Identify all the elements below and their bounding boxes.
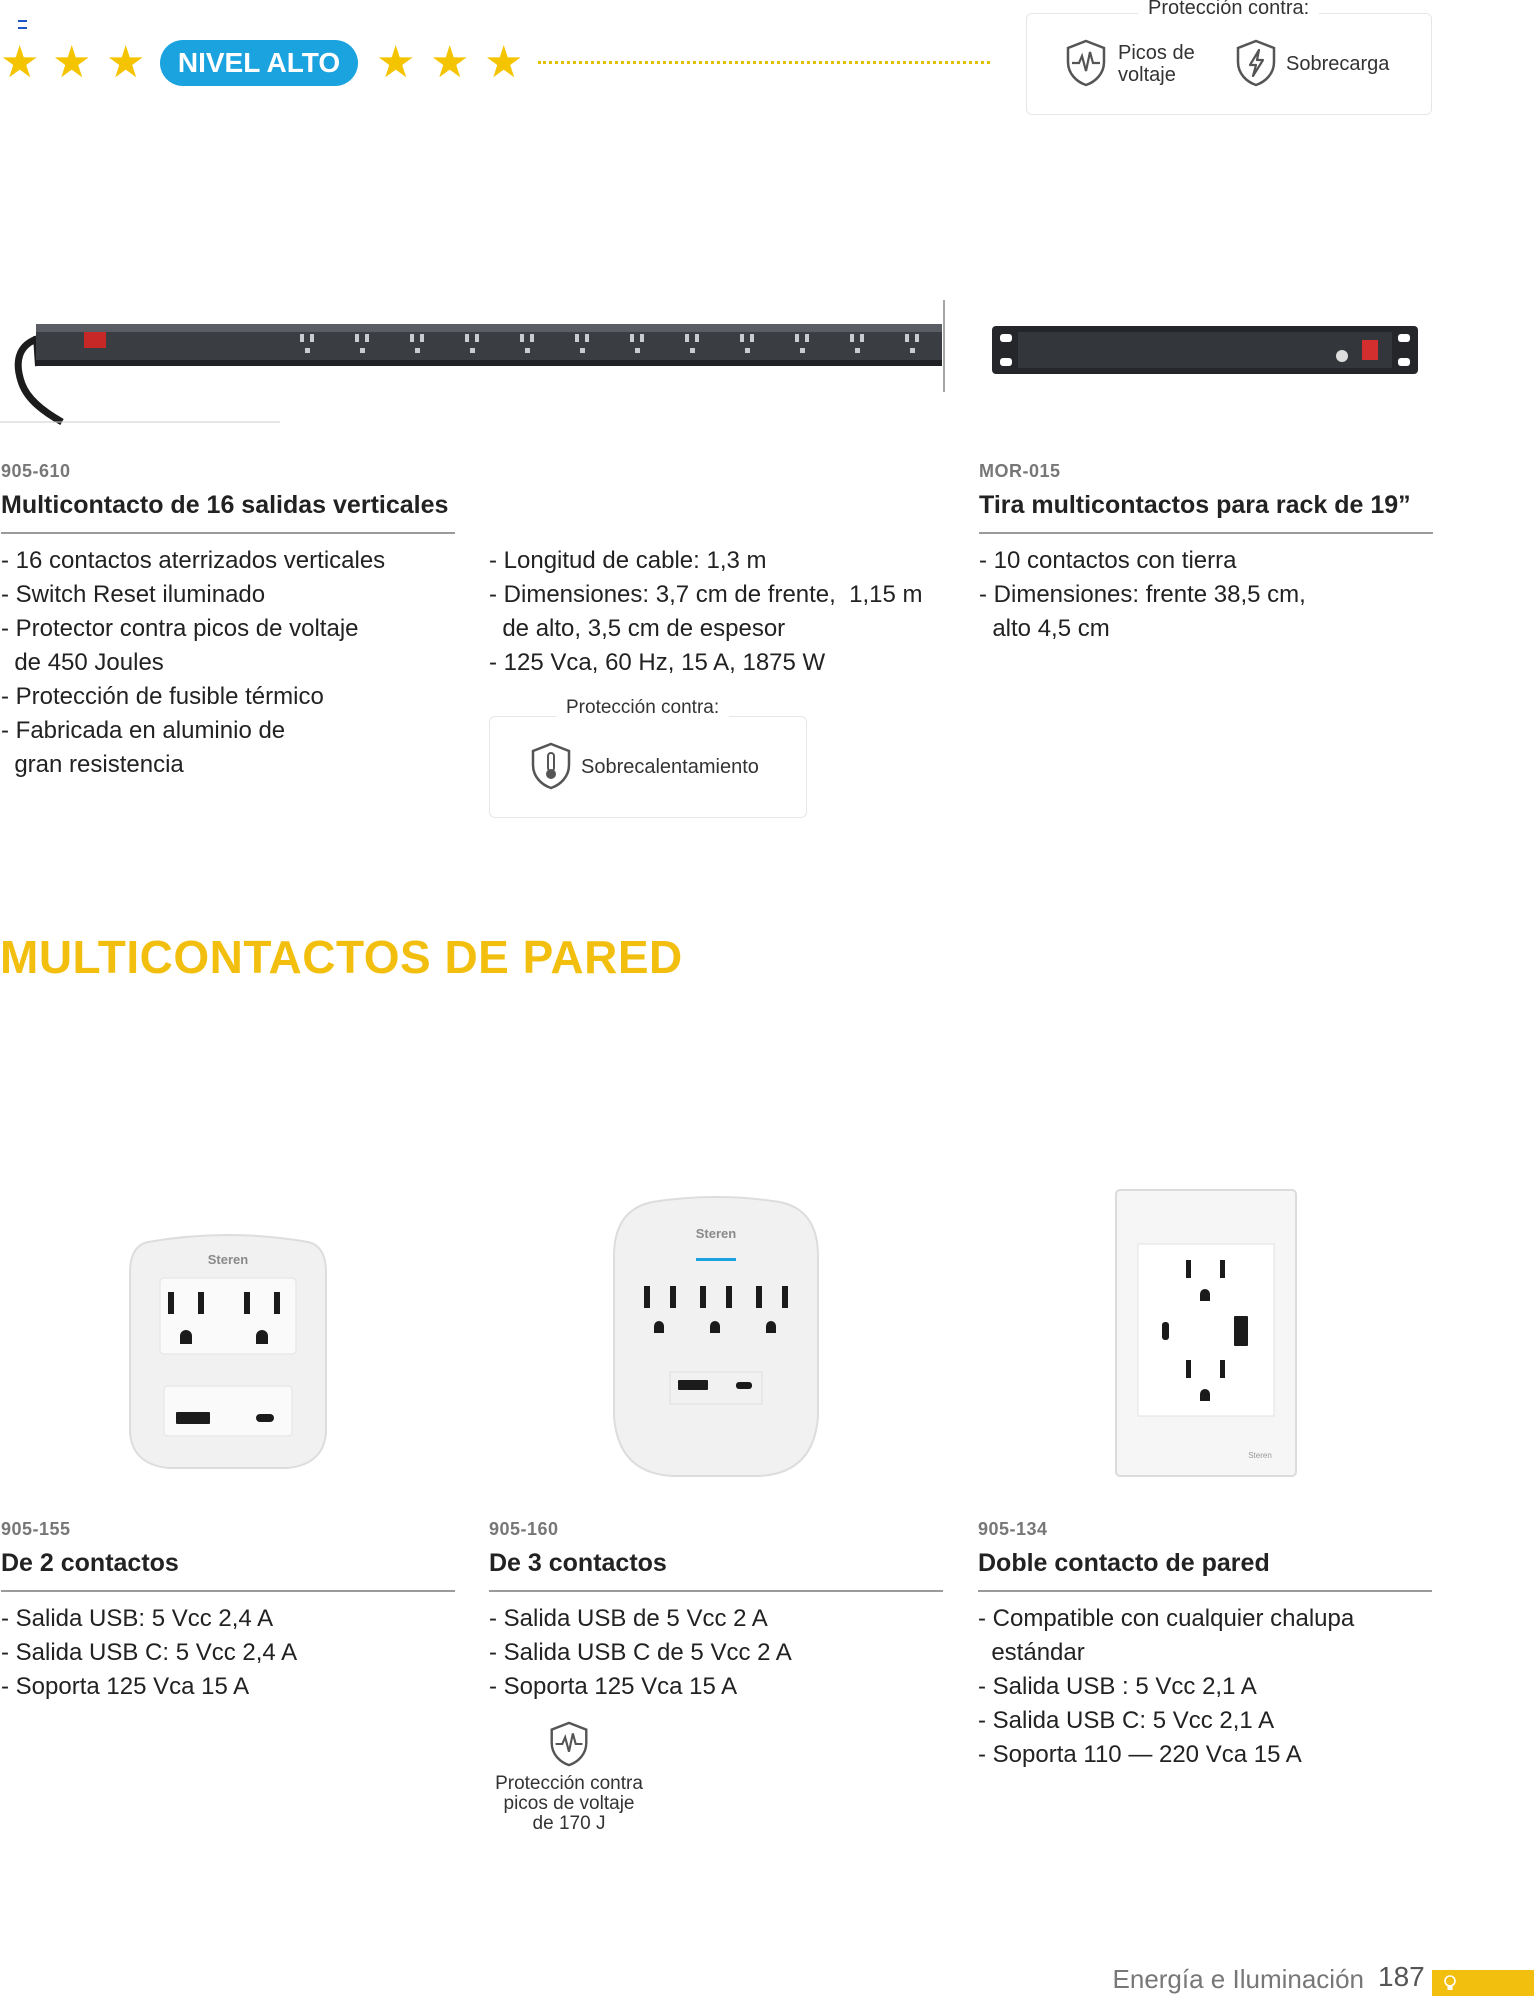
spec-item: - 125 Vca, 60 Hz, 15 A, 1875 W bbox=[489, 649, 826, 676]
rack-strip-image bbox=[992, 324, 1418, 376]
note-line: de 170 J bbox=[532, 1813, 606, 1834]
spec-list bbox=[489, 544, 923, 680]
note-line: Protección contra bbox=[495, 1773, 643, 1794]
brand-logo: Steren bbox=[1248, 1451, 1272, 1460]
brand-logo: Steren bbox=[207, 1252, 249, 1267]
dotted-divider bbox=[538, 61, 990, 64]
spec-item: estándar bbox=[978, 1639, 1085, 1666]
spec-item: - Salida USB C: 5 Vcc 2,1 A bbox=[978, 1707, 1275, 1734]
spec-item: - Soporta 110 — 220 Vca 15 A bbox=[978, 1741, 1302, 1768]
star-icon: ★ bbox=[484, 38, 524, 87]
protection-label-overload: Sobrecarga bbox=[1286, 53, 1390, 75]
product-code: 905-610 bbox=[1, 461, 71, 481]
spec-item: - Dimensiones: frente 38,5 cm, bbox=[979, 581, 1306, 608]
level-badge: NIVEL ALTO bbox=[160, 40, 358, 86]
protection-label-overheat: Sobrecalentamiento bbox=[581, 756, 759, 778]
spec-item: - Soporta 125 Vca 15 A bbox=[489, 1673, 738, 1700]
spec-item: - Salida USB: 5 Vcc 2,4 A bbox=[1, 1605, 274, 1632]
spec-item: - Salida USB C: 5 Vcc 2,4 A bbox=[1, 1639, 298, 1666]
spec-item: - Dimensiones: 3,7 cm de frente, 1,15 m bbox=[489, 581, 923, 608]
label-line: voltaje bbox=[1118, 64, 1176, 86]
page-number: 187 bbox=[1378, 1961, 1425, 1992]
product-code: MOR-015 bbox=[979, 461, 1061, 481]
title-rule bbox=[1, 532, 455, 534]
title-rule bbox=[978, 1590, 1432, 1592]
protection-note bbox=[468, 1774, 670, 1834]
protection-title: Protección contra: bbox=[556, 697, 729, 719]
page-marker bbox=[18, 20, 27, 29]
title-rule bbox=[1, 1590, 455, 1592]
spec-item: - Salida USB : 5 Vcc 2,1 A bbox=[978, 1673, 1257, 1700]
spec-list bbox=[1, 1602, 297, 1704]
lightning-shield-icon bbox=[1234, 38, 1278, 88]
product-name: De 2 contactos bbox=[1, 1549, 179, 1577]
title-rule bbox=[489, 1590, 943, 1592]
spec-item: de 450 Joules bbox=[1, 649, 164, 676]
spec-item: - Salida USB C de 5 Vcc 2 A bbox=[489, 1639, 792, 1666]
spec-item: - Protector contra picos de voltaje bbox=[1, 615, 359, 642]
star-icon: ★ bbox=[376, 38, 416, 87]
brand-logo: Steren bbox=[695, 1226, 737, 1241]
voltage-shield-icon bbox=[547, 1720, 591, 1768]
lightbulb-icon bbox=[1440, 1973, 1460, 1993]
spec-item: - Protección de fusible térmico bbox=[1, 683, 324, 710]
product-name: Doble contacto de pared bbox=[978, 1549, 1270, 1577]
spec-item: gran resistencia bbox=[1, 751, 184, 778]
thermometer-shield-icon bbox=[529, 741, 573, 791]
product-code: 905-155 bbox=[1, 1519, 71, 1539]
star-icon: ★ bbox=[106, 38, 146, 87]
protection-label-voltage bbox=[1118, 42, 1195, 86]
spec-item: - Fabricada en aluminio de bbox=[1, 717, 286, 744]
spec-item: - Soporta 125 Vca 15 A bbox=[1, 1673, 250, 1700]
product-code: 905-160 bbox=[489, 1519, 559, 1539]
spec-item: - Salida USB de 5 Vcc 2 A bbox=[489, 1605, 768, 1632]
protection-title: Protección contra: bbox=[1138, 0, 1319, 20]
star-icon: ★ bbox=[0, 38, 40, 87]
label-line: Picos de bbox=[1118, 42, 1195, 64]
spec-item: - Longitud de cable: 1,3 m bbox=[489, 547, 767, 574]
spec-item: - 16 contactos aterrizados verticales bbox=[1, 547, 386, 574]
voltage-shield-icon bbox=[1064, 38, 1108, 88]
wall-adapter-2-image bbox=[128, 1232, 328, 1472]
footer-accent-bar bbox=[1432, 1970, 1534, 1996]
spec-item: alto 4,5 cm bbox=[979, 615, 1110, 642]
section-title: MULTICONTACTOS DE PARED bbox=[0, 931, 683, 983]
power-strip-image bbox=[0, 296, 950, 426]
product-code: 905-134 bbox=[978, 1519, 1048, 1539]
spec-item: - Compatible con cualquier chalupa bbox=[978, 1605, 1355, 1632]
spec-item: de alto, 3,5 cm de espesor bbox=[489, 615, 786, 642]
star-icon: ★ bbox=[52, 38, 92, 87]
star-icon: ★ bbox=[430, 38, 470, 87]
spec-list bbox=[489, 1602, 792, 1704]
product-name: Tira multicontactos para rack de 19” bbox=[979, 491, 1411, 519]
footer-section: Energía e Iluminación bbox=[1112, 1964, 1364, 1994]
product-name: Multicontacto de 16 salidas verticales bbox=[1, 491, 449, 519]
wall-adapter-3-image bbox=[612, 1196, 820, 1478]
spec-item: - Switch Reset iluminado bbox=[1, 581, 266, 608]
wall-plate-image bbox=[1114, 1188, 1298, 1478]
product-name: De 3 contactos bbox=[489, 1549, 667, 1577]
title-rule bbox=[979, 532, 1433, 534]
spec-list bbox=[1, 544, 385, 782]
note-line: picos de voltaje bbox=[503, 1793, 635, 1814]
spec-list bbox=[979, 544, 1306, 646]
spec-list bbox=[978, 1602, 1354, 1772]
spec-item: - 10 contactos con tierra bbox=[979, 547, 1237, 574]
